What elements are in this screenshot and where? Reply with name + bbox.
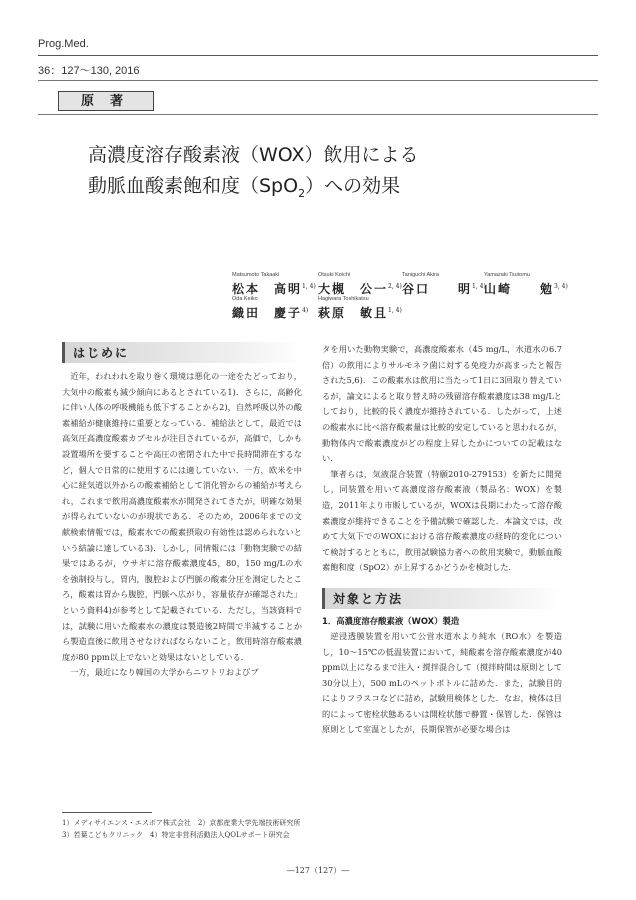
author-name: 山崎 勉 bbox=[484, 282, 555, 296]
author-romaji: Taniguchi Akira bbox=[402, 272, 439, 278]
paragraph: 逆浸透膜装置を用いて公営水道水より純水（RO水）を製造し，10～15℃の低温装置において，純酸素を溶存酸素濃度が40 ppm以上になるまで注入・撹拌混合して（撹拌時間は原則として30分以上），500 mLのペットボトルに詰めた．また，試験目的によりフラスコなどに詰め，試験用検体とした．なお，検体は目的によって密栓状態あるいは開栓状態で静置・保管した．保管は原則として室温としたが，長期保管が必要な場合は bbox=[322, 630, 562, 735]
author-name: 松本 高明 bbox=[232, 282, 303, 296]
author-name: 谷口 明 bbox=[402, 282, 473, 296]
title-text: ）への効果 bbox=[305, 175, 401, 197]
paragraph: 一方，最近になり韓国の大学からニワトリおよびブ bbox=[70, 667, 259, 678]
page-number: ―127（127）― bbox=[286, 866, 350, 875]
section-heading-introduction: はじめに bbox=[62, 342, 302, 363]
left-column bbox=[62, 342, 302, 681]
volume-pages: 36：127～130, 2016 bbox=[38, 65, 140, 77]
author-affiliation: 1, 4) bbox=[472, 283, 486, 290]
author-affiliation: 4) bbox=[302, 307, 309, 314]
author-romaji: Otsuki Koichi bbox=[318, 272, 351, 278]
title-text: 動脈血酸素飽和度（SpO bbox=[88, 175, 299, 197]
author-romaji: Matsumoto Takaaki bbox=[232, 272, 280, 278]
author bbox=[232, 272, 316, 297]
header-rule bbox=[38, 55, 598, 56]
author-list bbox=[232, 272, 612, 332]
subsection-heading: 1．高濃度溶存酸素液（WOX）製造 bbox=[322, 615, 460, 626]
author-affiliation: 2, 4) bbox=[388, 283, 402, 290]
title-subscript: 2 bbox=[298, 186, 306, 200]
author-affiliation: 1, 4) bbox=[302, 283, 316, 290]
author bbox=[402, 272, 486, 297]
section-heading-methods: 対象と方法 bbox=[322, 588, 562, 609]
divider bbox=[38, 114, 598, 115]
author-romaji: Yamazaki Tsutomu bbox=[484, 272, 530, 278]
author bbox=[318, 272, 402, 297]
title-line-2 bbox=[88, 171, 608, 209]
author bbox=[318, 296, 402, 321]
paragraph: 近年，われわれを取り巻く環境は悪化の一途をたどっており，大気中の酸素も減少傾向にあるとされている1)．さらに，高齢化に伴い人体の呼吸機能も低下することから2)，自然呼吸以外の酸素補給が健康維持に重要となっている．補給法として，最近では高気圧高濃度酸素カプセルが注目されているが，高価で，しかも設置場所を要することや高圧の密閉された中で長時間滞在するなど，個人で日常的に使用するには適していない．一方，欧米を中心に経気道以外からの酸素補給として消化管からの補給が考えられ，これまで飲用高濃度酸素水が開発されてきたが，明確な効果が得られていないのが現状である．そのため，2006年までの文献検索情報では，酸素水での酸素摂取の有効性は認められないという結論に達している3)．しかし，同情報には「動物実験での結果ではあるが，ウサギに溶存酸素濃度45，80，150 mg/Lの水を強制投与し，胃内，腹腔および門脈の酸素分圧を測定したところ，酸素は胃から腹腔，門脈へ広がり，容量依存が確認された」という資料4)が参考として記載されている．ただし，当該資料では，試験に用いた酸素水の濃度は製造後2時間で半減することから製造直後に飲用させなければならないこと，飲用時溶存酸素濃度が80 ppm以上でないと効果はないとしている． bbox=[62, 371, 302, 662]
author-name: 織田 慶子 bbox=[232, 306, 303, 320]
footnote-rule bbox=[62, 812, 152, 813]
author-romaji: Hagiwara Toshikatsu bbox=[318, 296, 369, 302]
paragraph: タを用いた動物実験で，高濃度酸素水（45 mg/L，水道水の6.7倍）の飲用によりサルモネラ菌に対する免疫力が高まったと報告された5,6)．この酸素水は飲用に当たって1日に3回取り替えているが，論文によると取り替え時の残留溶存酸素濃度は38 mg/Lとしており，比較的長く濃度が維持されている．したがって，上述の酸素水に比べ溶存酸素量は比較的安定していると思われるが，動物体内で酸素濃度がどの程度上昇したかについての記載はない． bbox=[322, 344, 562, 464]
author-affiliation: 3, 4) bbox=[554, 283, 568, 290]
affiliations-footnote: 1）メディサイエンス・エスポア株式会社 2）京都産業大学先端技術研究所 3）若葉こどもクリニック 4）特定非営利活動法人QOLサポート研究会 bbox=[62, 819, 308, 839]
article-title bbox=[88, 140, 608, 209]
right-column bbox=[322, 342, 562, 738]
journal-name: Prog.Med. bbox=[38, 38, 89, 50]
author bbox=[232, 296, 308, 321]
author-name: 萩原 敏且 bbox=[318, 306, 389, 320]
article-category: 原著 bbox=[58, 91, 154, 111]
author-romaji: Oda Keiko bbox=[232, 296, 258, 302]
author-affiliation: 1, 4) bbox=[388, 307, 402, 314]
paragraph: 筆者らは，気液混合装置（特願2010-279153）を新たに開発し，同装置を用いて高濃度溶存酸素液（製品名：WOX）を製造，2011年より市販しているが，WOXは長期にわたって溶存酸素濃度が維持できることを予備試験で確認した．本論文では，改めて大気下でのWOXにおける溶存酸素濃度の経時的変化について検討するとともに，飲用試験協力者への飲用実験で，動脈血酸素飽和度（SpO2）が上昇するかどうかを検討した． bbox=[322, 468, 562, 573]
author bbox=[484, 272, 568, 297]
divider bbox=[38, 80, 598, 81]
title-line-1: 高濃度溶存酸素液（WOX）飲用による bbox=[88, 144, 419, 166]
author-name: 大槻 公一 bbox=[318, 282, 389, 296]
